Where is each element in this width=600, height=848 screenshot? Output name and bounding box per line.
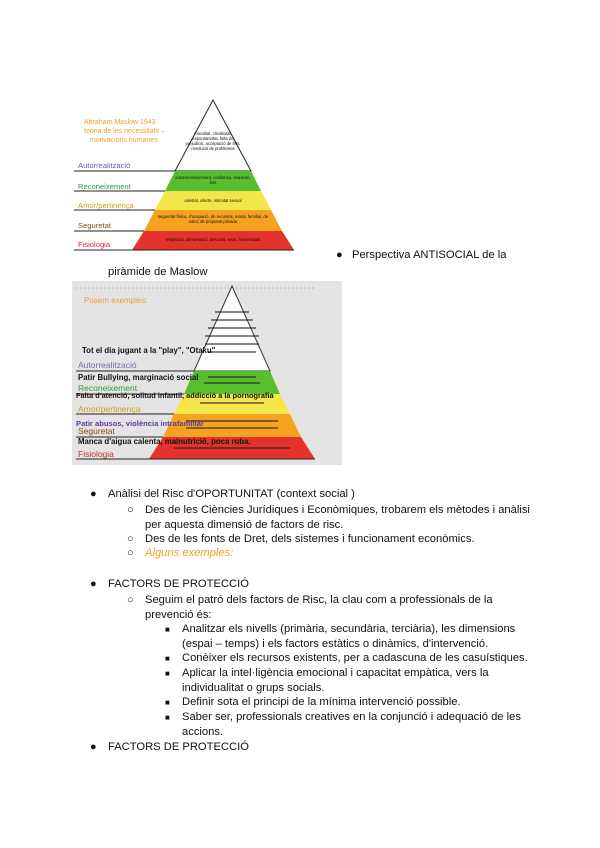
bullet-square: ■ [165, 625, 170, 634]
proteccio-intro: Seguim el patró dels factors de Risc, la clau com a professionals de la prevenció és: [145, 594, 493, 621]
proteccio-item-1: Analitzar els nivells (primària, secundària, terciària), les dimensions (espai – temps) i els factors estàtics o dinàmics, d'intervenció. [182, 623, 516, 650]
level-label-amor: Amor/pertinença [78, 201, 134, 210]
level-desc-amor: amistat, afecte, intimitat sexual [184, 198, 242, 203]
bullet-circle: ○ [127, 504, 134, 516]
antisocial-continuation: piràmide de Maslow [108, 266, 208, 278]
bullet-dot: ● [336, 249, 343, 261]
level-desc-reconeixement: autoreconeixement, confiança, respecte, èxit [175, 175, 251, 185]
level-label-autorrealitzacio: Autorrealització [78, 161, 131, 170]
proteccio-heading-2: FACTORS DE PROTECCIÓ [108, 741, 249, 753]
oportunitat-heading: Anàlisi del Risc d'OPORTUNITAT (context social ) [108, 488, 355, 500]
proteccio-item-5: Saber ser, professionals creatives en la conjunció i adequació de les accions. [182, 711, 521, 738]
antisocial-pyramid-figure [72, 281, 342, 465]
proteccio-item-3: Aplicar la intel·ligència emocional i capacitat empàtica, vers la individualitat o grups socials. [182, 667, 489, 694]
example-amor: Falta d'atenció, solitud infantil, addicció a la pornografia [76, 391, 274, 400]
level2-label-fisiologia: Fisiologia [78, 449, 114, 459]
example-autorrealitzacio: Tot el dia jugant a la "play", "Otaku" [82, 346, 216, 355]
bullet-square: ■ [165, 654, 170, 663]
proteccio-item-4: Definir sota el principi de la mínima intervenció possible. [182, 696, 461, 708]
bullet-circle: ○ [127, 547, 134, 559]
level-desc-autorrealitzacio: moralitat, creativitat, espontaneïtat, falta de prejudicis, acceptació de fets, resolució de problemes [185, 131, 241, 151]
bullet-dot: ● [90, 741, 97, 753]
proteccio-heading: FACTORS DE PROTECCIÓ [108, 578, 249, 590]
bullet-circle: ○ [127, 594, 134, 606]
oportunitat-item-1: Des de les Ciències Jurídiques i Econòmiques, trobarem els mètodes i anàlisi per aquesta dimensió de factors de risc. [145, 504, 530, 531]
level-desc-seguretat: seguretat física, d'ocupació, de recursos, moral, familiar, de salut, de propietat privada [157, 214, 269, 224]
level-label-reconeixement: Reconeixement [78, 182, 131, 191]
example-reconeixement: Patir Bullying, marginació social [78, 373, 199, 382]
oportunitat-item-3: Alguns exemples: [145, 547, 234, 559]
example-fisiologia: Manca d'aigua calenta, malnutrició, poca roba. [78, 437, 251, 446]
level2-label-autorrealitzacio: Autorrealització [78, 360, 137, 370]
level2-label-reconeixement: Reconeixement [78, 383, 138, 393]
level2-label-amor: Amor/pertinença [78, 404, 141, 414]
level-label-fisiologia: Fisiologia [78, 240, 111, 249]
proteccio-item-2: Conèixer els recursos existents, per a cadascuna de les casuístiques. [182, 652, 528, 664]
bullet-dot: ● [90, 488, 97, 500]
level-label-seguretat: Seguretat [78, 221, 111, 230]
oportunitat-item-2: Des de les fonts de Dret, dels sistemes i funcionament econòmics. [145, 533, 475, 545]
svg-text:Abraham Maslow 1943 teoria [84, 119, 167, 144]
maslow-pyramid-figure [74, 97, 332, 254]
bullet-square: ■ [165, 698, 170, 707]
antisocial-bullet-text: Perspectiva ANTISOCIAL de la [352, 249, 507, 261]
bullet-square: ■ [165, 713, 170, 722]
examples-title: Posem exemples: [84, 296, 148, 305]
level2-label-seguretat: Seguretat [78, 426, 115, 436]
bullet-square: ■ [165, 669, 170, 678]
note-line-3: motivacions humanes [90, 137, 158, 144]
level-desc-fisiologia: respiració, alimentació, descans, sexe, homeòstasi [165, 237, 261, 242]
note-line-2: teoria de les necessitats – [84, 128, 165, 135]
bullet-circle: ○ [127, 533, 134, 545]
note-line-1: Abraham Maslow 1943 [84, 119, 156, 126]
bullet-dot: ● [90, 578, 97, 590]
example-seguretat: Patir abusos, violència intrafamiliar [76, 419, 204, 428]
